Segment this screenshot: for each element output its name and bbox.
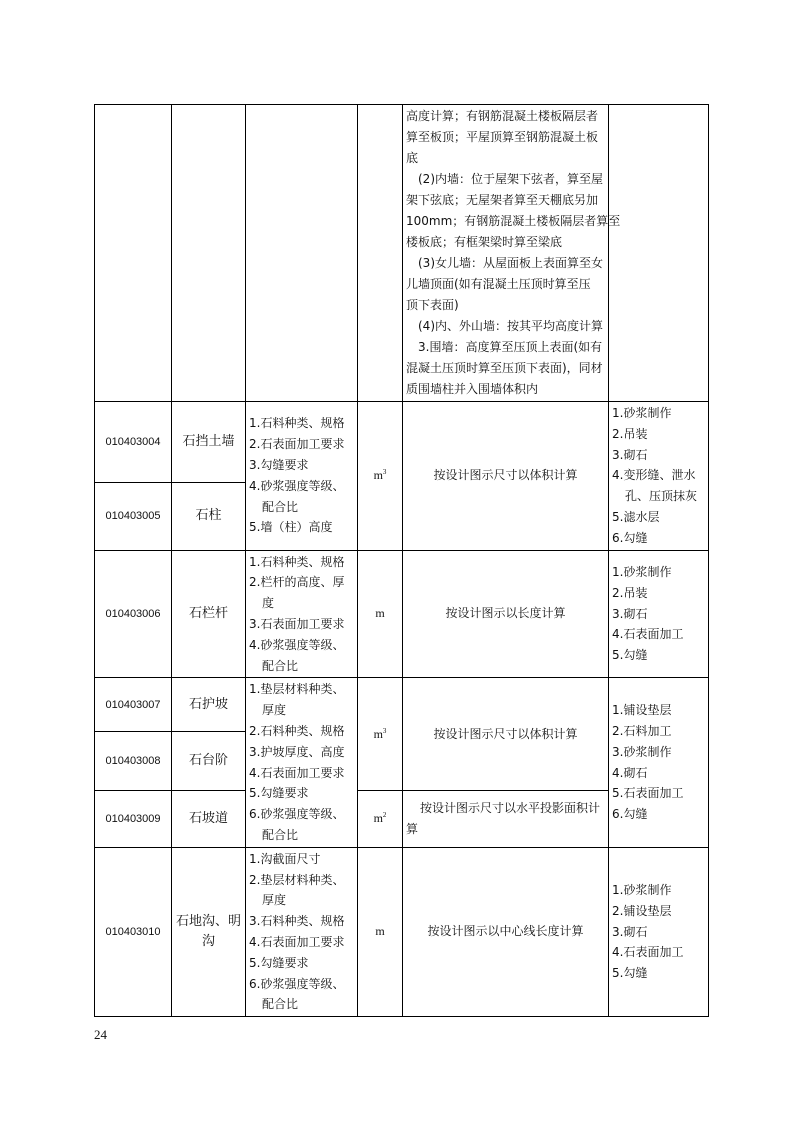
rule-line: 架下弦底；无屋架者算至天棚底另加 [406, 193, 599, 207]
unit-text: m [358, 847, 403, 1016]
rule-line: (2)内墙：位于屋架下弦者，算至屋 [406, 172, 603, 186]
code-cell [95, 105, 172, 402]
item-name-cell [172, 847, 246, 1016]
feature-item: 5.墙（柱）高度 [249, 520, 333, 535]
work-item: 1.砂浆制作 [612, 406, 672, 420]
work-item: 5.勾缝 [612, 648, 648, 663]
feature-item: 配合比 [262, 997, 299, 1012]
feature-item: 5.勾缝要求 [249, 955, 309, 970]
unit-cell [358, 791, 403, 847]
rule-line: 按设计图示尺寸以水平投影面积计 [420, 800, 601, 815]
rule-cell: 按设计图示尺寸以体积计算 [403, 402, 609, 551]
work-cell [609, 105, 709, 402]
rule-cell: 按设计图示以长度计算 [403, 550, 609, 678]
item-name: 石挡土墙 [172, 402, 246, 483]
unit-text: m [373, 468, 383, 483]
feature-item: 2.石料种类、规格 [249, 723, 345, 738]
unit-text: m [373, 726, 383, 741]
work-item: 孔、压顶抹灰 [625, 489, 698, 504]
item-code: 010403005 [95, 483, 172, 550]
work-item: 2.铺设垫层 [612, 903, 672, 918]
rule-line: (4)内、外山墙：按其平均高度计算 [406, 319, 603, 333]
rule-line: 顶下表面) [406, 298, 459, 312]
unit-text: m [373, 811, 383, 826]
feature-item: 1.沟截面尺寸 [249, 851, 321, 866]
feature-list [246, 550, 358, 678]
unit-cell [358, 678, 403, 791]
rule-line: 楼板底；有框架梁时算至梁底 [406, 235, 563, 249]
rule-cell: 按设计图示尺寸以体积计算 [403, 678, 609, 791]
feature-item: 6.砂浆强度等级、 [249, 807, 345, 822]
feature-item: 配合比 [262, 827, 299, 842]
feature-list [246, 678, 358, 847]
rule-cell [403, 105, 621, 402]
feature-item: 1.石料种类、规格 [249, 554, 345, 569]
work-item: 2.吊装 [612, 585, 648, 600]
work-list [609, 678, 709, 847]
rule-line: (3)女儿墙：从屋面板上表面算至女 [406, 256, 603, 270]
work-item: 1.砂浆制作 [612, 882, 672, 897]
unit-cell [358, 402, 403, 551]
rule-line: 3.围墙：高度算至压顶上表面(如有 [406, 340, 603, 354]
work-item: 5.石表面加工 [612, 786, 684, 801]
item-name: 石护坡 [172, 678, 246, 731]
item-name: 石台阶 [172, 731, 246, 790]
rule-line: 高度计算；有钢筋混凝土楼板隔层者 [406, 109, 599, 123]
feature-item: 3.护坡厚度、高度 [249, 744, 345, 759]
feature-item: 度 [262, 596, 275, 611]
feature-item: 3.勾缝要求 [249, 457, 309, 472]
item-code: 010403008 [95, 731, 172, 790]
feature-item: 2.垫层材料种类、 [249, 872, 345, 887]
item-code: 010403009 [95, 791, 172, 847]
work-list [609, 847, 709, 1016]
name-cell [172, 105, 246, 402]
rule-line: 儿墙顶面(如有混凝土压顶时算至压 [406, 277, 591, 291]
feature-item: 2.石表面加工要求 [249, 437, 345, 452]
feature-item: 4.石表面加工要求 [249, 765, 345, 780]
feature-item: 4.砂浆强度等级、 [249, 478, 345, 493]
feature-item: 6.砂浆强度等级、 [249, 976, 345, 991]
feature-item: 3.石表面加工要求 [249, 616, 345, 631]
rule-line: 算至板顶；平屋顶算至钢筋混凝土板 [406, 130, 599, 144]
page-number: 24 [94, 1027, 107, 1042]
item-code: 010403004 [95, 402, 172, 483]
unit-exponent: 3 [382, 726, 387, 735]
item-name: 石地沟、明 [175, 913, 241, 929]
rule-line: 100mm；有钢筋混凝土楼板隔层者算至 [406, 214, 621, 228]
work-item: 6.勾缝 [612, 530, 648, 545]
specification-table [94, 104, 709, 1017]
unit-exponent: 3 [382, 468, 387, 477]
rule-line: 算 [406, 821, 419, 836]
unit-exponent: 2 [382, 811, 387, 820]
table-row [95, 105, 709, 402]
feature-cell [246, 105, 358, 402]
rule-line: 混凝土压顶时算至压顶下表面)，同材 [406, 361, 603, 375]
item-name: 石栏杆 [172, 550, 246, 678]
table-row [95, 550, 709, 678]
table-row [95, 678, 709, 731]
feature-item: 3.石料种类、规格 [249, 914, 345, 929]
feature-item: 配合比 [262, 658, 299, 673]
rule-line: 质围墙柱并入围墙体积内 [406, 382, 539, 396]
feature-item: 厚度 [262, 893, 287, 908]
item-code: 010403006 [95, 550, 172, 678]
table-row [95, 847, 709, 1016]
feature-item: 4.石表面加工要求 [249, 934, 345, 949]
work-item: 4.砌石 [612, 765, 648, 780]
feature-item: 配合比 [262, 499, 299, 514]
item-name: 沟 [201, 933, 215, 949]
rule-line: 底 [406, 151, 419, 165]
work-item: 5.滤水层 [612, 509, 660, 524]
work-item: 3.砂浆制作 [612, 744, 672, 759]
work-item: 3.砌石 [612, 447, 648, 462]
rule-cell [403, 791, 609, 847]
feature-item: 厚度 [262, 703, 287, 718]
feature-item: 2.栏杆的高度、厚 [249, 575, 345, 590]
work-item: 1.砂浆制作 [612, 564, 672, 579]
feature-item: 5.勾缝要求 [249, 786, 309, 801]
feature-item: 1.石料种类、规格 [249, 416, 345, 431]
feature-item: 4.砂浆强度等级、 [249, 637, 345, 652]
work-item: 4.变形缝、泄水 [612, 468, 696, 483]
work-item: 2.石料加工 [612, 723, 672, 738]
unit-text: m [358, 550, 403, 678]
work-item: 3.砌石 [612, 924, 648, 939]
unit-cell [358, 105, 403, 402]
work-list [609, 550, 709, 678]
feature-list [246, 847, 358, 1016]
feature-item: 1.垫层材料种类、 [249, 682, 345, 697]
work-item: 4.石表面加工 [612, 945, 684, 960]
item-name: 石坡道 [172, 791, 246, 847]
item-code: 010403010 [95, 847, 172, 1016]
feature-list [246, 402, 358, 551]
work-item: 3.砌石 [612, 606, 648, 621]
item-name: 石柱 [172, 483, 246, 550]
work-item: 4.石表面加工 [612, 627, 684, 642]
work-item: 5.勾缝 [612, 966, 648, 981]
work-list [609, 402, 709, 551]
item-code: 010403007 [95, 678, 172, 731]
work-item: 6.勾缝 [612, 807, 648, 822]
rule-cell: 按设计图示以中心线长度计算 [403, 847, 609, 1016]
work-item: 1.铺设垫层 [612, 703, 672, 718]
table-row [95, 402, 709, 483]
work-item: 2.吊装 [612, 426, 648, 441]
